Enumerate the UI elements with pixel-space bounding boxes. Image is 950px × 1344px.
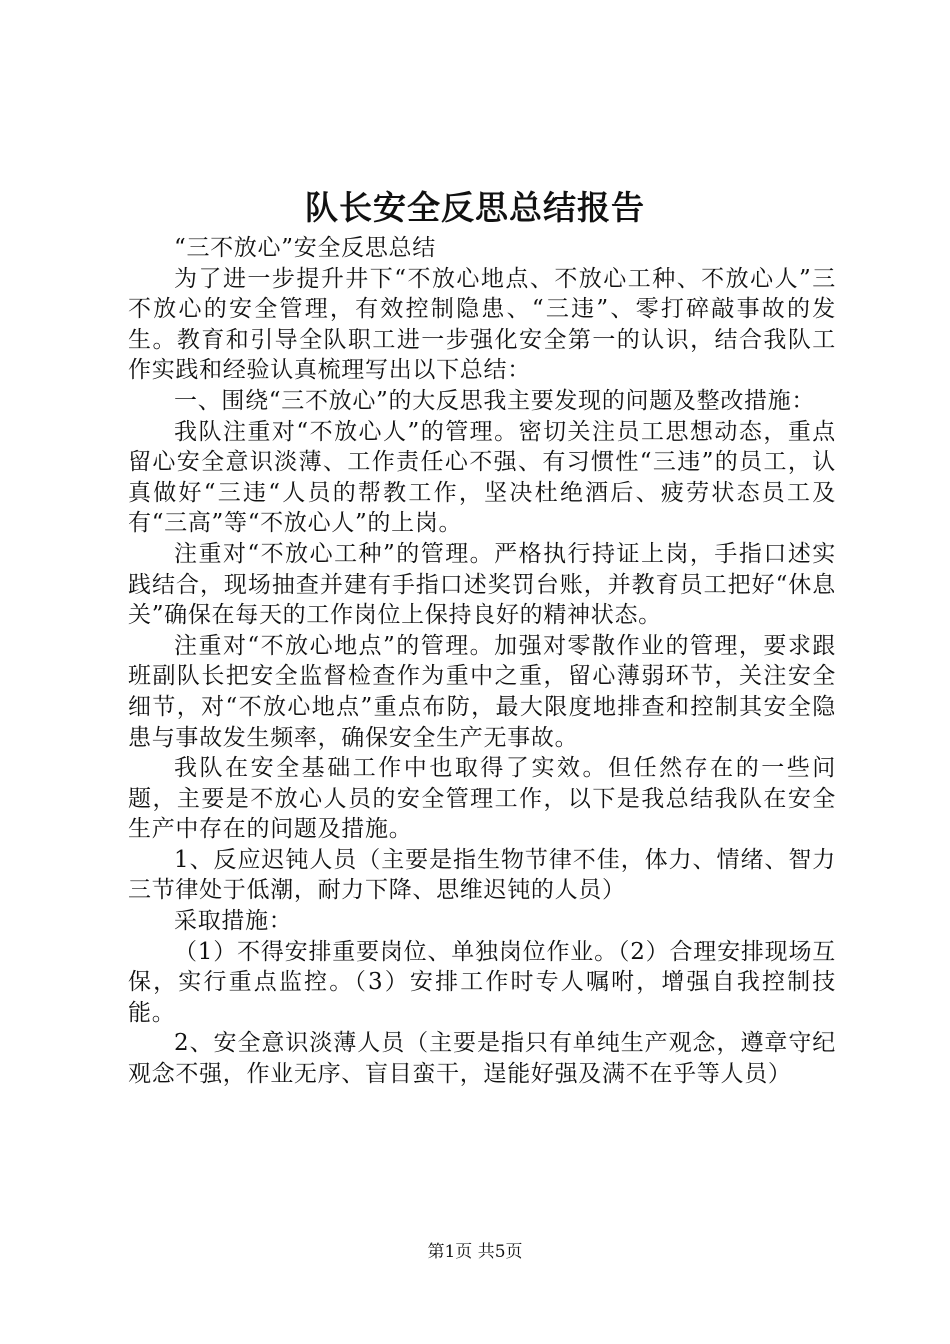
unreliable-locations-paragraph: 注重对“不放心地点”的管理。加强对零散作业的管理，要求跟班副队长把安全监督检查作为重中之重，留心薄弱环节，关注安全细节，对“不放心地点”重点布防，最大限度地排查和控制其安全隐患与事故发生频率，确保安全生产无事故。 — [128, 632, 836, 751]
page-number-footer: 第1页 共5页 — [427, 1242, 523, 1262]
subtitle-paragraph: “三不放心”安全反思总结 — [174, 235, 436, 261]
item-1-paragraph: 1、反应迟钝人员（主要是指生物节律不佳，体力、情绪、智力三节律处于低潮，耐力下降、思维迟钝的人员） — [128, 846, 836, 904]
measures-list-paragraph: （1）不得安排重要岗位、单独岗位作业。（2）合理安排现场互保，实行重点监控。（3）安排工作时专人嘱咐，增强自我控制技能。 — [128, 938, 836, 1026]
results-paragraph: 我队在安全基础工作中也取得了实效。但任然存在的一些问题，主要是不放心人员的安全管理工作，以下是我总结我队在安全生产中存在的问题及措施。 — [128, 755, 836, 843]
unreliable-jobs-paragraph: 注重对“不放心工种”的管理。严格执行持证上岗，手指口述实践结合，现场抽查并建有手指口述奖罚台账，并教育员工把好“休息关”确保在每天的工作岗位上保持良好的精神状态。 — [128, 540, 836, 629]
section-heading-paragraph: 一、围绕“三不放心”的大反思我主要发现的问题及整改措施： — [174, 387, 816, 414]
unreliable-people-paragraph: 我队注重对“不放心人”的管理。密切关注员工思想动态，重点留心安全意识淡薄、工作责任心不强、有习惯性“三违”的员工，认真做好“三违“人员的帮教工作，坚决杜绝酒后、疲劳状态员工及有“三高”等“不放心人”的上岗。 — [128, 418, 836, 537]
document-title: 队长安全反思总结报告 — [305, 188, 645, 227]
intro-paragraph: 为了进一步提升井下“不放心地点、不放心工种、不放心人”三不放心的安全管理，有效控制隐患、“三违”、零打碎敲事故的发生。教育和引导全队职工进一步强化安全第一的认识，结合我队工作实践和经验认真梳理写出以下总结： — [128, 265, 836, 384]
document-body — [128, 233, 836, 1090]
measures-label-paragraph: 采取措施： — [174, 908, 293, 935]
item-2-paragraph: 2、安全意识淡薄人员（主要是指只有单纯生产观念，遵章守纪观念不强，作业无序、盲目蛮干，逞能好强及满不在乎等人员） — [128, 1030, 836, 1088]
